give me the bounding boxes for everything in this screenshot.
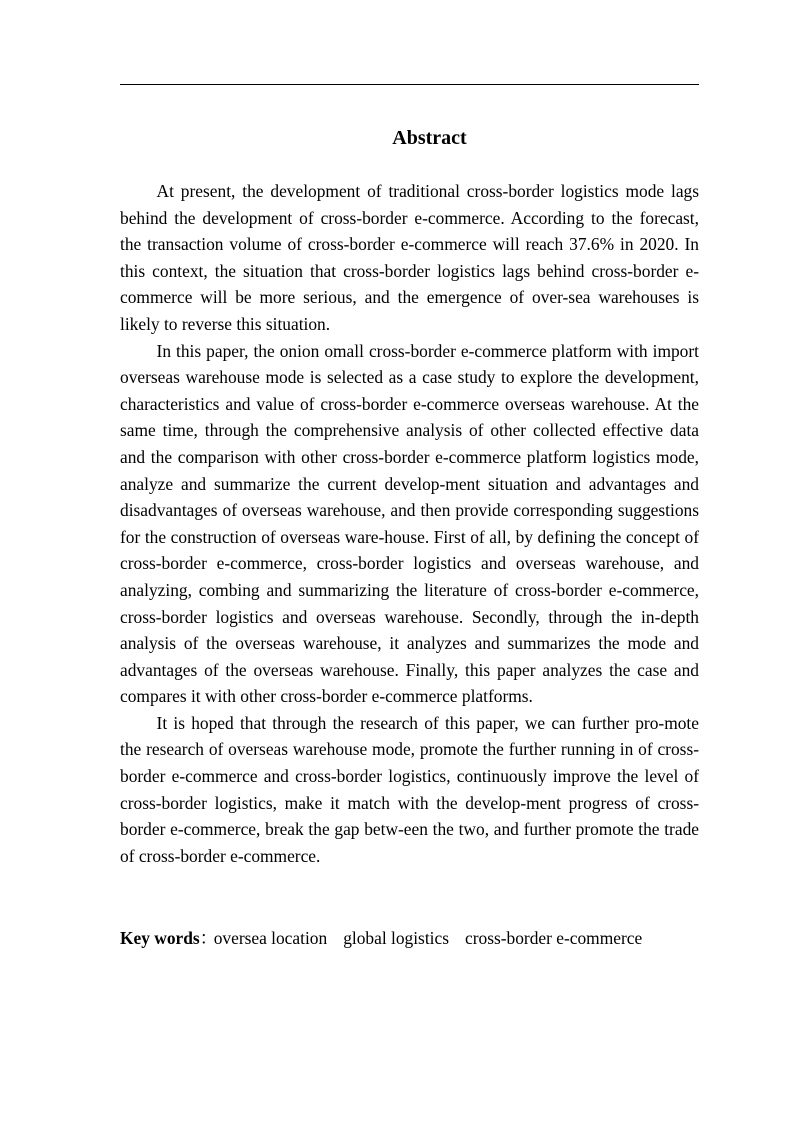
keywords-label: Key words xyxy=(120,928,200,948)
abstract-body xyxy=(120,178,699,869)
header-rule xyxy=(120,84,699,85)
keywords-line xyxy=(120,926,720,950)
abstract-paragraph-2: In this paper, the onion omall cross-border e-commerce platform with import overseas warehouse mode is selected as a case study to explore the development, characteristics and value of cross-border e-commerce overseas warehouse. At the same time, through the comprehensive analysis of other collected effective data and the comparison with other cross-border e-commerce platform logistics mode, analyze and summarize the current develop-ment situation and advantages and disadvantages of overseas warehouse, and then provide corresponding suggestions for the construction of overseas ware-house. First of all, by defining the concept of cross-border e-commerce, cross-border logistics and overseas warehouse, and analyzing, combing and summarizing the literature of cross-border e-commerce, cross-border logistics and overseas warehouse. Secondly, through the in-depth analysis of the overseas warehouse, it analyzes and summarizes the mode and advantages of the overseas warehouse. Finally, this paper analyzes the case and compares it with other cross-border e-commerce platforms. xyxy=(120,340,699,707)
page-title: Abstract xyxy=(392,127,467,149)
abstract-paragraph-3: It is hoped that through the research of this paper, we can further pro-mote the research of overseas warehouse mode, promote the further running in of cross-border e-commerce and cross-border logistics, continuously improve the level of cross-border logistics, make it match with the develop-ment progress of cross-border e-commerce, break the gap betw-een the two, and further promote the trade of cross-border e-commerce. xyxy=(120,712,699,866)
keyword-item: global logistics xyxy=(343,928,449,948)
keywords-separator: ： xyxy=(199,928,218,948)
keyword-item: oversea location xyxy=(213,928,328,948)
abstract-paragraph-1: At present, the development of traditional cross-border logistics mode lags behind the development of cross-border e-commerce. According to the forecast, the transaction volume of cross-border e-commerce will reach 37.6% in 2020. In this context, the situation that cross-border logistics lags behind cross-border e-commerce will be more serious, and the emergence of over-sea warehouses is likely to reverse this situation. xyxy=(120,181,699,334)
keyword-item: cross-border e-commerce xyxy=(464,928,643,948)
